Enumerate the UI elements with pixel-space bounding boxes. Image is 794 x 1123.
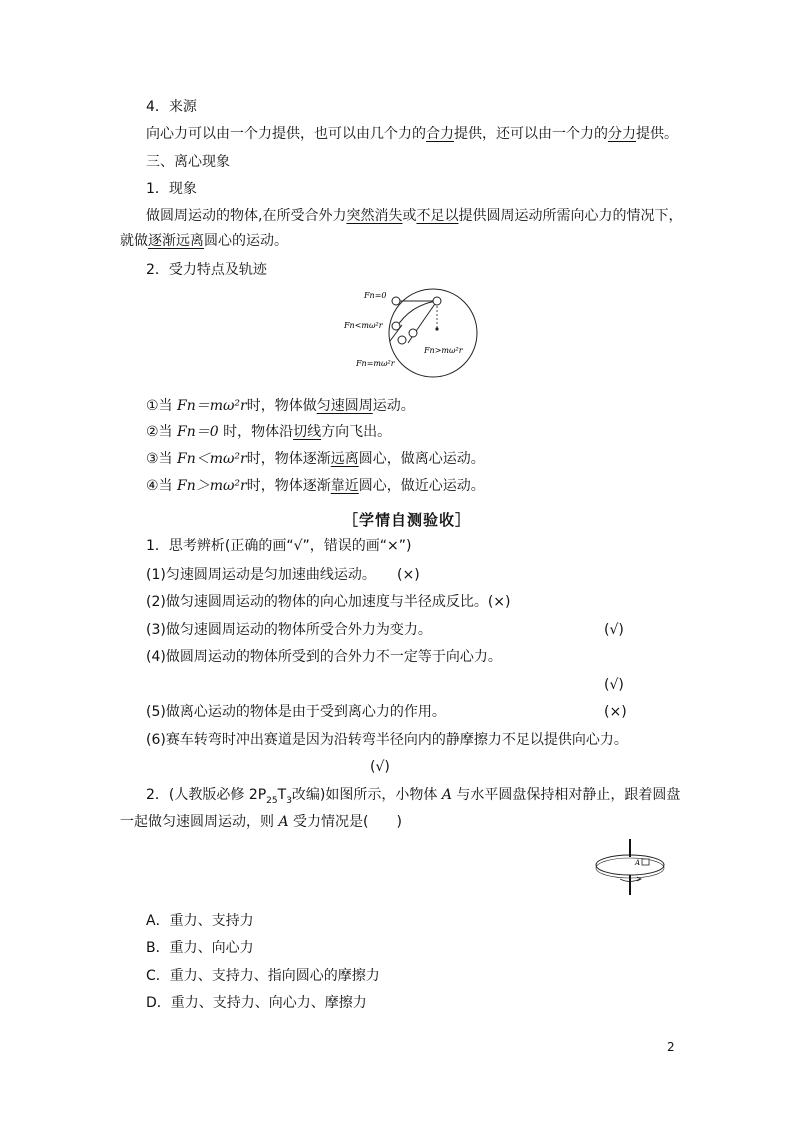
- condition: Fn＜mω²r: [177, 451, 247, 467]
- q1-answer-3: (√): [604, 622, 624, 638]
- text: 就做: [120, 233, 148, 249]
- subscript: 25: [266, 795, 278, 806]
- q1-answer-1: (×): [397, 567, 420, 583]
- condition: Fn＝0: [177, 424, 219, 440]
- underlined-term: 切线: [293, 424, 322, 440]
- rotating-disk-diagram: [590, 835, 670, 899]
- item-4: [146, 476, 485, 496]
- q1-answer-6: (√): [370, 759, 390, 775]
- text: 向心力可以由一个力提供，也可以由几个力的: [146, 126, 426, 142]
- page-number: 2: [667, 1040, 675, 1054]
- text: 2．(人教版必修 2P: [146, 787, 267, 803]
- underlined-term: 分力: [608, 126, 636, 142]
- variable: A: [441, 787, 452, 803]
- q1-title: 1．思考辨析(正确的画“√”，错误的画“×”): [146, 538, 412, 554]
- ball-less: [392, 322, 400, 330]
- phenomenon-title: 1．现象: [146, 181, 197, 197]
- ball-top: [433, 297, 441, 305]
- text: 受力情况是( ): [288, 814, 402, 830]
- less-path: [396, 301, 437, 328]
- centrifugal-diagram: [340, 283, 485, 381]
- section-3-title: 三、离心现象: [146, 154, 230, 170]
- option-d: D．重力、支持力、向心力、摩擦力: [146, 995, 367, 1011]
- underlined-term: 合力: [426, 126, 454, 142]
- text: 做圆周运动的物体,在所受合外力: [146, 208, 347, 224]
- text: 或: [402, 208, 417, 224]
- q1-statement-1: (1)匀速圆周运动是匀加速曲线运动。: [146, 567, 376, 583]
- q1-statement-4: (4)做圆周运动的物体所受到的合外力不一定等于向心力。: [146, 649, 502, 665]
- ball-equal: [398, 336, 406, 344]
- text: 时，物体逐渐: [246, 478, 331, 494]
- subscript: 3: [286, 795, 292, 806]
- text: ②当: [146, 424, 178, 440]
- ball-greater: [409, 329, 417, 337]
- item-3: [146, 449, 485, 469]
- text: 一起做匀速圆周运动，则: [120, 814, 279, 830]
- underlined-term: 远离: [330, 451, 359, 467]
- option-c: C．重力、支持力、指向圆心的摩擦力: [146, 968, 380, 984]
- text: 时，物体逐渐: [246, 451, 331, 467]
- section-4-title: 4．来源: [146, 99, 197, 115]
- text: 方向飞出。: [321, 424, 392, 440]
- text: ④当: [146, 478, 178, 494]
- label-equal: Fn=mω²r: [356, 359, 395, 368]
- option-b: B．重力、向心力: [146, 940, 254, 956]
- phenomenon-text-1: [146, 206, 682, 226]
- label-greater: Fn>mω²r: [424, 346, 463, 355]
- q2-title-line-1: [146, 785, 680, 811]
- object-label: A: [635, 859, 641, 867]
- underlined-term: 靠近: [330, 478, 359, 494]
- q1-answer-4: (√): [604, 677, 624, 693]
- item-2: [146, 422, 391, 442]
- ball-zero: [392, 297, 400, 305]
- phenomenon-text-2: [120, 231, 288, 251]
- section-banner: ［学情自测验收］: [343, 511, 472, 529]
- text: 改编)如图所示，小物体: [291, 787, 442, 803]
- text: 提供，还可以由一个力的: [454, 126, 608, 142]
- underlined-term: 逐渐远离: [148, 233, 204, 249]
- text: T: [277, 787, 287, 803]
- small-object: [642, 859, 649, 865]
- option-a: A．重力、支持力: [146, 913, 254, 929]
- condition: Fn＞mω²r: [177, 478, 247, 494]
- text: 圆心的运动。: [204, 233, 288, 249]
- underlined-term: 匀速圆周: [316, 398, 373, 414]
- text: 圆心，做近心运动。: [358, 478, 485, 494]
- q1-statement-6: (6)赛车转弯时冲出赛道是因为沿转弯半径向内的静摩擦力不足以提供向心力。: [146, 732, 628, 748]
- variable: A: [278, 814, 289, 830]
- text: 圆心，做离心运动。: [358, 451, 485, 467]
- text: 提供。: [636, 126, 678, 142]
- text: 运动。: [372, 398, 415, 414]
- section-4-text: [146, 124, 678, 144]
- center-dot: [435, 327, 438, 330]
- text: 时，物体做: [246, 398, 317, 414]
- force-title: 2．受力特点及轨迹: [146, 262, 267, 278]
- label-less: Fn<mω²r: [344, 321, 383, 330]
- text: 与水平圆盘保持相对静止，跟着圆盘: [451, 787, 681, 803]
- item-1: [146, 396, 415, 416]
- text: ①当: [146, 398, 178, 414]
- condition: Fn＝mω²r: [177, 398, 247, 414]
- text: 提供圆周运动所需向心力的情况下，: [458, 208, 683, 224]
- underlined-term: 突然消失: [346, 208, 403, 224]
- q1-statement-5: (5)做离心运动的物体是由于受到离心力的作用。: [146, 704, 446, 720]
- q1-answer-5: (×): [604, 704, 627, 720]
- underlined-term: 不足以: [416, 208, 459, 224]
- label-zero: Fn=0: [364, 291, 387, 300]
- q2-title-line-2: [120, 812, 402, 832]
- q1-statement-3: (3)做匀速圆周运动的物体所受合外力为变力。: [146, 622, 432, 638]
- q1-statement-2: (2)做匀速圆周运动的物体的向心加速度与半径成反比。(×): [146, 594, 511, 610]
- text: 时，物体沿: [218, 424, 294, 440]
- text: ③当: [146, 451, 178, 467]
